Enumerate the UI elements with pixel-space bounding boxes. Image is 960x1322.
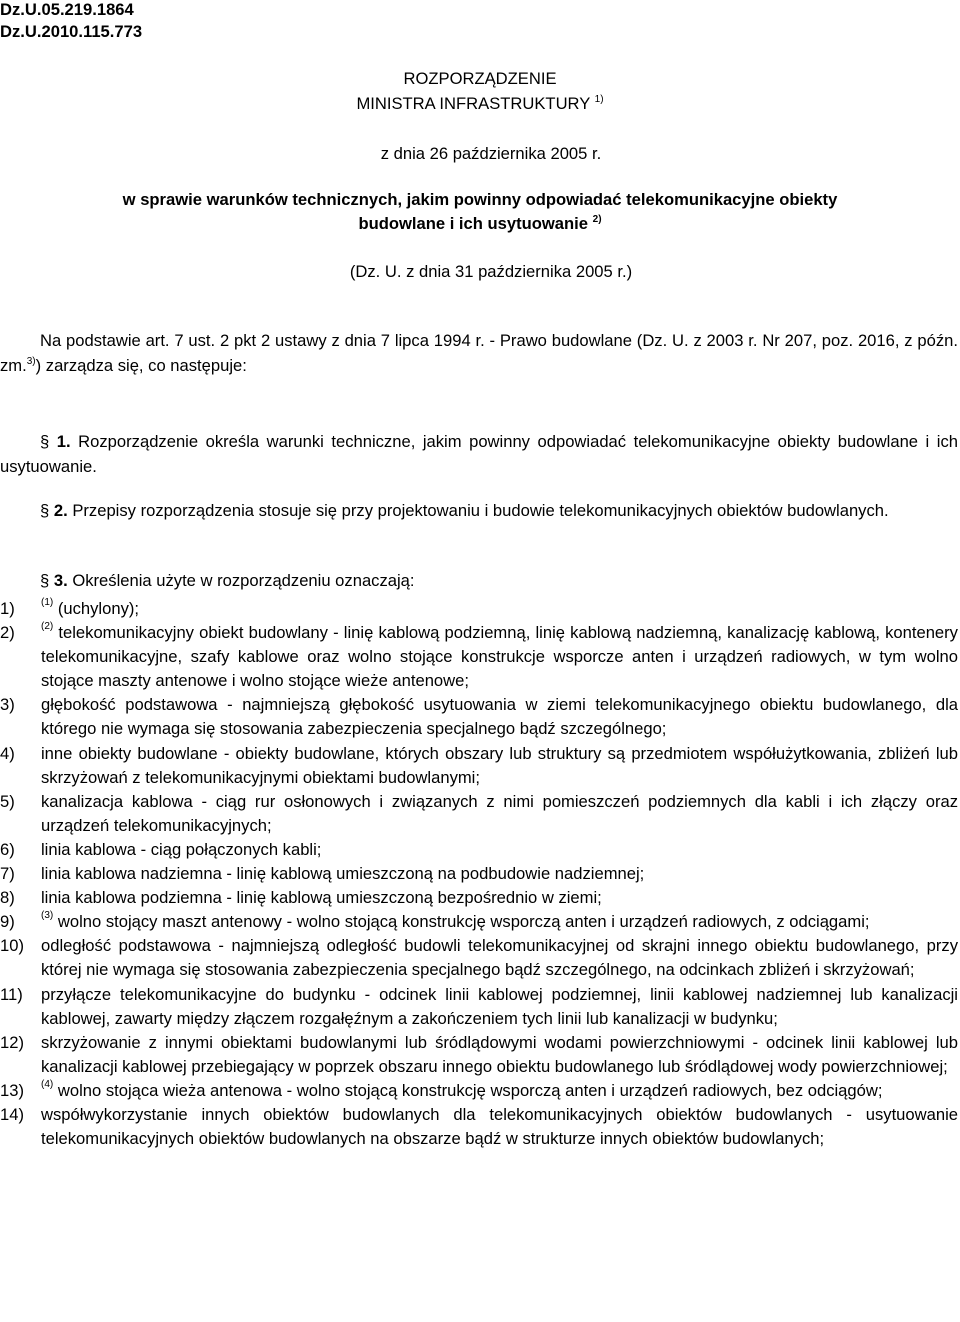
paragraph-2: § 2. Przepisy rozporządzenia stosuje się przy projektowaniu i budowie telekomunikacyjnych obiektów budowlanych. <box>40 501 889 520</box>
journal-reference-2: Dz.U.2010.115.773 <box>0 22 143 41</box>
list-item: 5) kanalizacja kablowa - ciąg rur osłonowych i związanych z nimi pomieszczeń podziemnych dla kabli i ich złączy oraz urządzeń telekomunikacyjnych; <box>0 791 958 835</box>
list-item: 14) współwykorzystanie innych obiektów budowlanych dla telekomunikacyjnych obiektów budowlanych - usytuowanie telekomunikacyjnych obiektów budowlanych na obszarze bądź w strukturze innych obiektów budowlanych; <box>0 1104 958 1149</box>
list-item: 7) linia kablowa nadziemna - linię kablową umieszczoną na podbudowie nadziemnej; <box>0 864 645 884</box>
issuing-authority: MINISTRA INFRASTRUKTURY $^{1)}$ <box>356 94 604 113</box>
footnote-marker: (2) <box>41 621 54 633</box>
list-item: 13) $^{(4)}$ wolno stojąca wieża antenowa - wolno stojącą konstrukcję wsporczą anten i urządzeń radiowych, bez odciągów; <box>0 1078 883 1100</box>
definitions-list <box>0 597 958 1151</box>
footnote-marker: 2) <box>592 214 602 225</box>
footnote-marker: (3) <box>41 910 54 922</box>
document-subject: w sprawie warunków technicznych, jakim powinny odpowiadać telekomunikacyjne obiekty budowlane i ich usytuowanie $^{2)}$ <box>122 190 838 233</box>
paragraph-1: § 1. Rozporządzenie określa warunki techniczne, jakim powinny odpowiadać telekomunikacyjne obiekty budowlane i ich usytuowanie. <box>0 432 958 476</box>
list-item: 1) $^{(1)}$ (uchylony); <box>0 597 140 618</box>
list-item: 6) linia kablowa - ciąg połączonych kabli; <box>0 839 322 859</box>
list-item: 4) inne obiekty budowlane - obiekty budowlane, których obszary lub struktury są przedmiotem współużytkowania, zbliżeń lub skrzyżowań z telekomunikacyjnymi obiektami budowlanymi; <box>0 743 958 787</box>
list-item: 11) przyłącze telekomunikacyjne do budynku - odcinek linii kablowej podziemnej, linii kablowej nadziemnej lub kanalizacji kablowej, zawarty między złączem rozgałęźnym a zakończeniem tych linii lub kanalizacji w budynku; <box>0 984 958 1028</box>
footnote-marker: (1) <box>41 597 54 608</box>
footnote-marker: 3) <box>26 355 36 367</box>
publication-reference: (Dz. U. z dnia 31 października 2005 r.) <box>349 262 633 281</box>
document-type: ROZPORZĄDZENIE <box>403 69 557 88</box>
list-item: 3) głębokość podstawowa - najmniejszą głębokość usytuowania w ziemi telekomunikacyjnego obiektu budowlanego, dla którego nie wymaga się stosowania zabezpieczenia specjalnego bądź szczególnego; <box>0 695 958 739</box>
section-symbol: § <box>40 571 50 590</box>
list-item: 9) $^{(3)}$ wolno stojący maszt antenowy - wolno stojącą konstrukcję wsporczą anten i urządzeń radiowych, z odciągami; <box>0 910 870 932</box>
list-item: 12) skrzyżowanie z innymi obiektami budowlanymi lub śródlądowymi wodami powierzchniowymi - odcinek linii kablowej lub kanalizacji kablowej przebiegający w poprzek obszaru innego obiektu budowlanego lub śródlądowej wody powierzchniowej; <box>0 1032 958 1076</box>
document-date: z dnia 26 października 2005 r. <box>380 144 602 163</box>
list-item: 8) linia kablowa podziemna - linię kablową umieszczoną bezpośrednio w ziemi; <box>0 888 602 908</box>
paragraph-3: § 3. Określenia użyte w rozporządzeniu oznaczają: <box>40 571 415 590</box>
section-symbol: § <box>40 432 50 451</box>
preamble: Na podstawie art. 7 ust. 2 pkt 2 ustawy z dnia 7 lipca 1994 r. - Prawo budowlane (Dz. U. z 2003 r. Nr 207, poz. 2016, z późn. zm.$^{3)}$) zarządza się, co następuje: <box>0 331 958 375</box>
list-item: 10) odległość podstawowa - najmniejszą odległość budowli telekomunikacyjnej od skrajni innego obiektu budowlanego, przy której nie wymaga się stosowania zabezpieczenia specjalnego bądź szczególnego, na odcinkach zbliżeń i skrzyżowań; <box>0 936 958 980</box>
footnote-marker: 1) <box>594 94 604 105</box>
section-symbol: § <box>40 501 50 520</box>
journal-reference-1: Dz.U.05.219.1864 <box>0 0 134 19</box>
list-item: 2) $^{(2)}$ telekomunikacyjny obiekt budowlany - linię kablową podziemną, linię kablową nadziemną, kanalizację kablową, kontenery telekomunikacyjne, szafy kablowe oraz wolno stojące konstrukcje wsporcze anten i urządzeń radiowych, w tym wolno stojące maszty antenowe i wolno stojące wieże antenowe; <box>0 621 958 691</box>
footnote-marker: (4) <box>41 1078 54 1090</box>
